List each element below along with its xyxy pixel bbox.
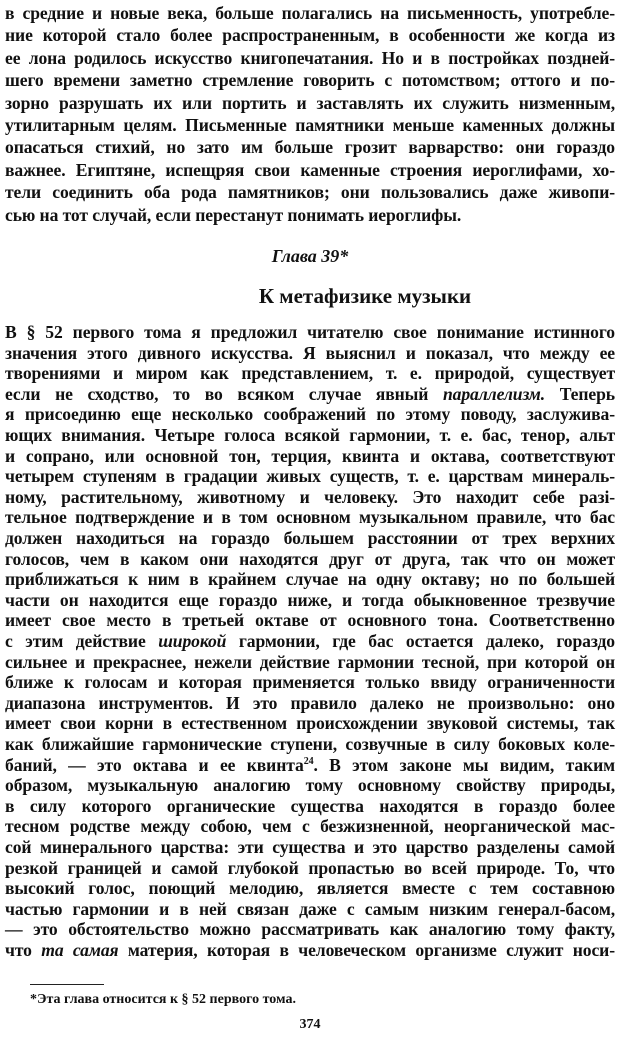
text-line: должен находиться на гораздо большем расстоянии от трех верхних bbox=[5, 528, 615, 548]
text-line: ющих внимания. Четыре голоса всякой гармонии, т. е. бас, тенор, альт bbox=[5, 425, 615, 445]
text-line: утилитарным целям. Письменные памятники меньше каменных должны bbox=[5, 115, 615, 135]
text-line: важнее. Египтяне, испещряя свои каменные строения иероглифами, хо- bbox=[5, 159, 615, 180]
text-line: в силу которого органические существа находятся в гораздо более bbox=[5, 795, 615, 816]
text-line: как ближайшие гармонические ступени, созвучные в силу боковых коле- bbox=[5, 734, 615, 754]
text-line: резкой границей и самой глубокой пропастью во всей природе. То, что bbox=[5, 857, 615, 878]
emphasis-text: широкой bbox=[158, 631, 227, 651]
text-line: В § 52 первого тома я предложил читателю свое понимание истинного bbox=[5, 322, 615, 342]
text-fragment: гармонии, где бас остается далеко, гораздо bbox=[226, 631, 615, 651]
text-line: ному, растительному, животному и человеку. Это находит себе разі- bbox=[5, 486, 615, 507]
chapter-title: К метафизике музыки bbox=[258, 284, 472, 308]
text-line: высокий голос, поющий мелодию, является вместе с тем составною bbox=[5, 878, 615, 899]
text-fragment: баний, — это октава и ее квинта bbox=[5, 754, 304, 775]
text-line: тесном родстве между собою, чем с безжизненной, неорганической мас- bbox=[5, 816, 615, 837]
text-line: сью на тот случай, если перестанут понимать иероглифы. bbox=[5, 204, 462, 225]
text-line bbox=[5, 940, 615, 961]
footnote-divider bbox=[30, 984, 104, 985]
text-line: — это обстоятельство можно рассматривать как аналогию тому факту, bbox=[5, 919, 615, 940]
chapter-label: Глава 39* bbox=[271, 246, 349, 266]
text-line: творениями и миром как представлением, т. е. природой, существует bbox=[5, 363, 615, 384]
text-line: значения этого дивного искусства. Я выяснил и показал, что между ее bbox=[5, 342, 615, 363]
text-line: опасаться стихий, но зато им больше грозит варварство: они гораздо bbox=[5, 137, 615, 158]
emphasis-text: та самая bbox=[41, 940, 119, 960]
text-line: частью гармонии и в ней связан даже с самым низким генерал-басом, bbox=[5, 898, 615, 919]
text-line: имеет свои корни в естественном происхождении звуковой системы, так bbox=[5, 713, 615, 734]
text-line: и сопрано, или основной тон, терция, квинта и октава, соответствуют bbox=[5, 445, 615, 466]
text-line: тели соединить оба рода памятников; они пользовались даже живопи- bbox=[5, 182, 615, 203]
text-line: приближаться к ним в крайнем случае на одну октаву; но по большей bbox=[5, 569, 615, 590]
text-line: диапазона инструментов. И это правило далеко не произвольно: оно bbox=[5, 692, 615, 713]
text-line bbox=[5, 631, 615, 652]
text-line: ближе к голосам и которая применяется только ввиду ограниченности bbox=[5, 672, 615, 693]
text-line: сильнее и прекраснее, нежели действие гармонии тесной, при которой он bbox=[5, 651, 615, 672]
text-line: шего времени заметно стремление говорить с потомством; оттого и по- bbox=[5, 70, 615, 91]
text-line: тельное подтверждение и в том основном музыкальном правиле, что бас bbox=[5, 507, 615, 528]
text-line: я присоединю еще несколько соображений по этому поводу, заслужива- bbox=[5, 404, 615, 425]
text-line bbox=[5, 384, 615, 405]
text-line: имеет свое место в третьей октаве от основного тона. Соответственно bbox=[5, 610, 615, 631]
text-line: голосов, чем в каком они находятся друг от друга, так что он может bbox=[5, 548, 615, 569]
footnote-reference: 24 bbox=[303, 755, 314, 767]
page-number: 374 bbox=[299, 1017, 321, 1032]
text-line: в средние и новые века, больше полагались на письменность, употребле- bbox=[5, 3, 615, 23]
text-fragment: . В этом законе мы видим, таким bbox=[313, 754, 615, 775]
text-line: ние которой стало более распространенным, в особенности же когда из bbox=[5, 25, 615, 46]
footnote: *Эта глава относится к § 52 первого тома. bbox=[30, 992, 296, 1007]
text-fragment: если не сходство, то во всяком случае явный bbox=[5, 383, 443, 404]
text-line: образом, музыкальную аналогию тому основному свойству природы, bbox=[5, 775, 615, 796]
text-line: зорно разрушать их или портить и заставлять их служить низменным, bbox=[5, 92, 615, 113]
emphasis-text: параллелизм. bbox=[442, 383, 546, 404]
text-fragment: Теперь bbox=[545, 383, 615, 404]
text-fragment: с этим действие bbox=[5, 631, 159, 651]
text-line: части он находится еще гораздо ниже, и тогда обыкновенное трезвучие bbox=[5, 589, 615, 610]
text-line: четырем ступеням в градации живых существ, т. е. царствам минераль- bbox=[5, 466, 615, 487]
text-fragment: что bbox=[5, 940, 42, 960]
text-line bbox=[5, 755, 615, 776]
text-line: сой минерального царства: эти существа и это царство разделены самой bbox=[5, 837, 615, 857]
text-fragment: материя, которая в человеческом организме служит носи- bbox=[118, 940, 615, 960]
text-line: ее лона родилось искусство книгопечатания. Но и в постройках поздней- bbox=[5, 47, 615, 68]
